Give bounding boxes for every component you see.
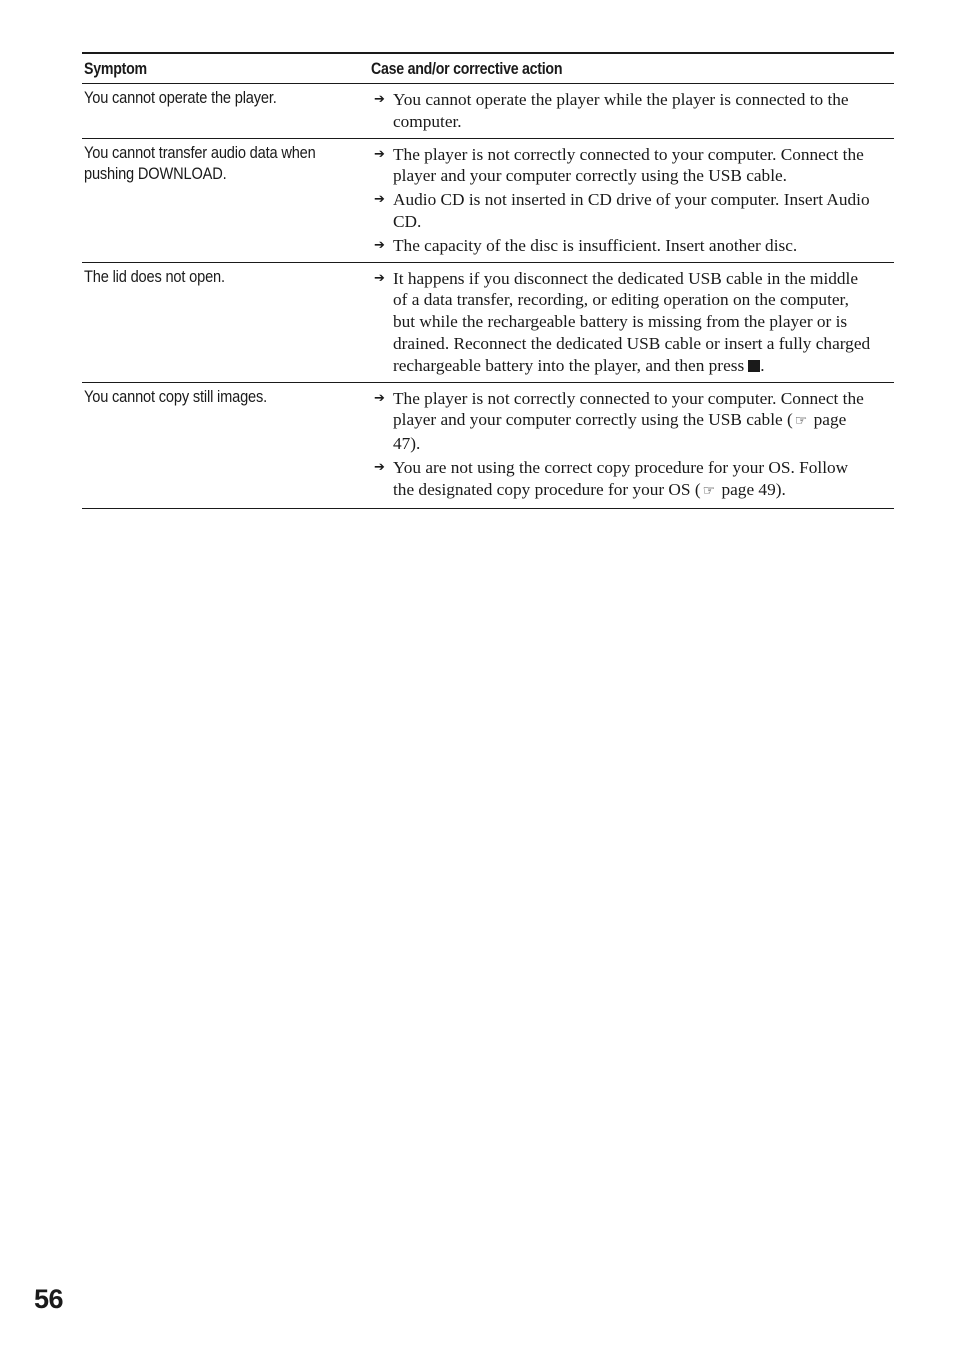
hand-pointer-icon: ☞ (702, 482, 716, 499)
arrow-icon: ➔ (374, 92, 385, 107)
arrow-icon: ➔ (374, 270, 385, 286)
symptom-text: The lid does not open. (84, 266, 225, 286)
arrow-icon: ➔ (374, 192, 385, 208)
table-header-row (82, 53, 894, 84)
action-item (369, 144, 894, 188)
action-item (369, 235, 894, 257)
action-text-end: . (760, 355, 765, 375)
symptom-text: You cannot transfer audio data when pushing DOWNLOAD. (84, 142, 316, 184)
action-column-header (369, 53, 894, 84)
action-cell (369, 382, 894, 508)
action-text: The capacity of the disc is insufficient. Insert another disc. (393, 235, 798, 255)
action-cell (369, 84, 894, 139)
symptom-cell (82, 84, 369, 139)
page-reference: page 47). (393, 410, 847, 454)
action-item (369, 189, 894, 233)
symptom-cell (82, 262, 369, 382)
table-row (82, 84, 894, 139)
action-text: The player is not correctly connected to your computer. Connect the player and your computer correctly using the USB cable ( (393, 388, 864, 430)
action-text: Audio CD is not inserted in CD drive of your computer. Insert Audio CD. (393, 190, 870, 231)
action-text: It happens if you disconnect the dedicated USB cable in the middle of a data transfer, recording, or editing operation on the computer, but while the rechargeable battery is missing from the player or is drained. Reconnect the dedicated USB cable or insert a fully charged rechargeable battery into the player, and then press (393, 268, 871, 375)
page-reference: page 49). (717, 479, 786, 499)
action-text: You cannot operate the player while the player is connected to the computer. (393, 90, 849, 131)
action-item (369, 388, 894, 455)
symptom-column-header (82, 53, 369, 84)
troubleshooting-table (82, 52, 894, 509)
arrow-icon: ➔ (374, 237, 385, 253)
table-row (82, 382, 894, 508)
action-text: The player is not correctly connected to your computer. Connect the player and your computer correctly using the USB cable. (393, 144, 864, 186)
symptom-text: You cannot operate the player. (84, 88, 277, 107)
symptom-cell (82, 382, 369, 508)
action-cell (369, 138, 894, 262)
troubleshooting-table-container (82, 52, 894, 509)
arrow-icon: ➔ (374, 390, 385, 406)
stop-icon (748, 360, 760, 372)
symptom-cell (82, 138, 369, 262)
action-cell (369, 262, 894, 382)
symptom-text: You cannot copy still images. (84, 386, 268, 406)
table-row (82, 262, 894, 382)
action-item (369, 89, 894, 133)
arrow-icon: ➔ (374, 459, 385, 475)
action-item (369, 457, 894, 503)
action-item (369, 268, 894, 377)
table-row (82, 138, 894, 262)
arrow-icon: ➔ (374, 146, 385, 162)
action-text: You are not using the correct copy procedure for your OS. Follow the designated copy procedure for your OS ( (393, 457, 849, 499)
symptom-header-label: Symptom (84, 59, 147, 78)
hand-pointer-icon: ☞ (794, 413, 808, 430)
action-header-label: Case and/or corrective action (371, 59, 563, 78)
page-number: 56 (34, 1284, 64, 1314)
